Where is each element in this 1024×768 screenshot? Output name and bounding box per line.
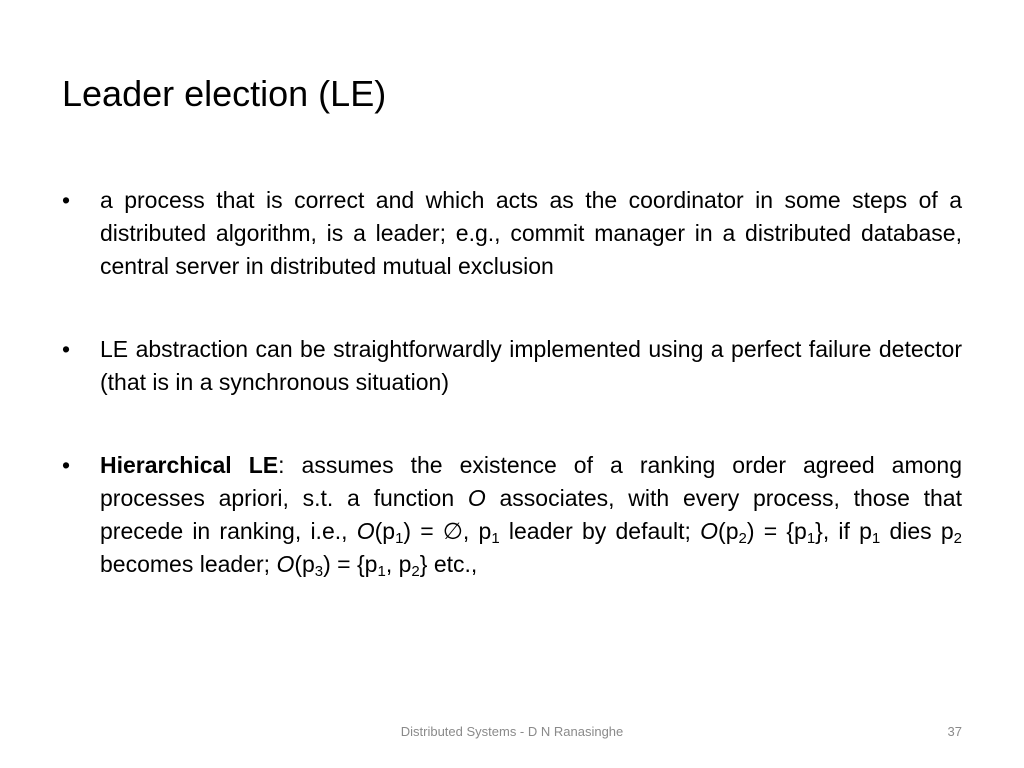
function-symbol: O: [356, 518, 375, 544]
subscript: 2: [411, 563, 420, 580]
text-segment: associates, with every process, those that precede in ranking, i.e.,: [100, 485, 962, 544]
text-segment: ) = {p: [746, 518, 807, 544]
function-symbol: O: [700, 518, 719, 544]
text-segment: (p: [294, 551, 315, 577]
function-symbol: O: [276, 551, 295, 577]
bullet-icon: •: [62, 187, 71, 213]
bullet-item-leader-definition: [62, 184, 962, 283]
subscript: 1: [806, 530, 816, 547]
text-segment: (p: [718, 518, 739, 544]
subscript: 2: [953, 530, 962, 547]
text-segment: becomes leader;: [100, 551, 277, 577]
bullet-item-hierarchical-le: [62, 449, 962, 581]
text-segment: ) = {p: [323, 551, 378, 577]
bullet-list: [62, 184, 962, 581]
function-symbol: O: [467, 485, 486, 511]
bullet-icon: •: [62, 452, 71, 478]
text-segment: ) = ∅, p: [403, 518, 492, 544]
subscript: 1: [395, 530, 404, 547]
slide-title: Leader election (LE): [62, 73, 387, 114]
term-hierarchical-le: Hierarchical LE: [100, 452, 279, 478]
footer-text: Distributed Systems - D N Ranasinghe: [400, 724, 624, 739]
bullet-text: LE abstraction can be straightforwardly implemented using a perfect failure detector (that is in a synchronous situation): [100, 336, 962, 395]
text-segment: }, if p: [815, 518, 872, 544]
text-segment: } etc.,: [419, 551, 478, 577]
subscript: 1: [491, 530, 500, 547]
page-number: 37: [947, 724, 962, 739]
subscript: 3: [314, 563, 324, 580]
subscript: 1: [377, 563, 386, 580]
text-segment: , p: [385, 551, 412, 577]
bullet-text: a process that is correct and which acts as the coordinator in some steps of a distributed algorithm, is a leader; e.g., commit manager in a distributed database, central server in distributed mutual exclusion: [100, 187, 962, 279]
subscript: 2: [738, 530, 747, 547]
subscript: 1: [871, 530, 881, 547]
text-segment: : assumes the existence of a ranking order agreed among processes apriori, s.t. a function: [100, 452, 962, 511]
bullet-icon: •: [62, 336, 71, 362]
text-segment: leader by default;: [499, 518, 701, 544]
bullet-item-le-abstraction: [62, 333, 962, 399]
text-segment: dies p: [880, 518, 954, 544]
text-segment: (p: [374, 518, 396, 544]
